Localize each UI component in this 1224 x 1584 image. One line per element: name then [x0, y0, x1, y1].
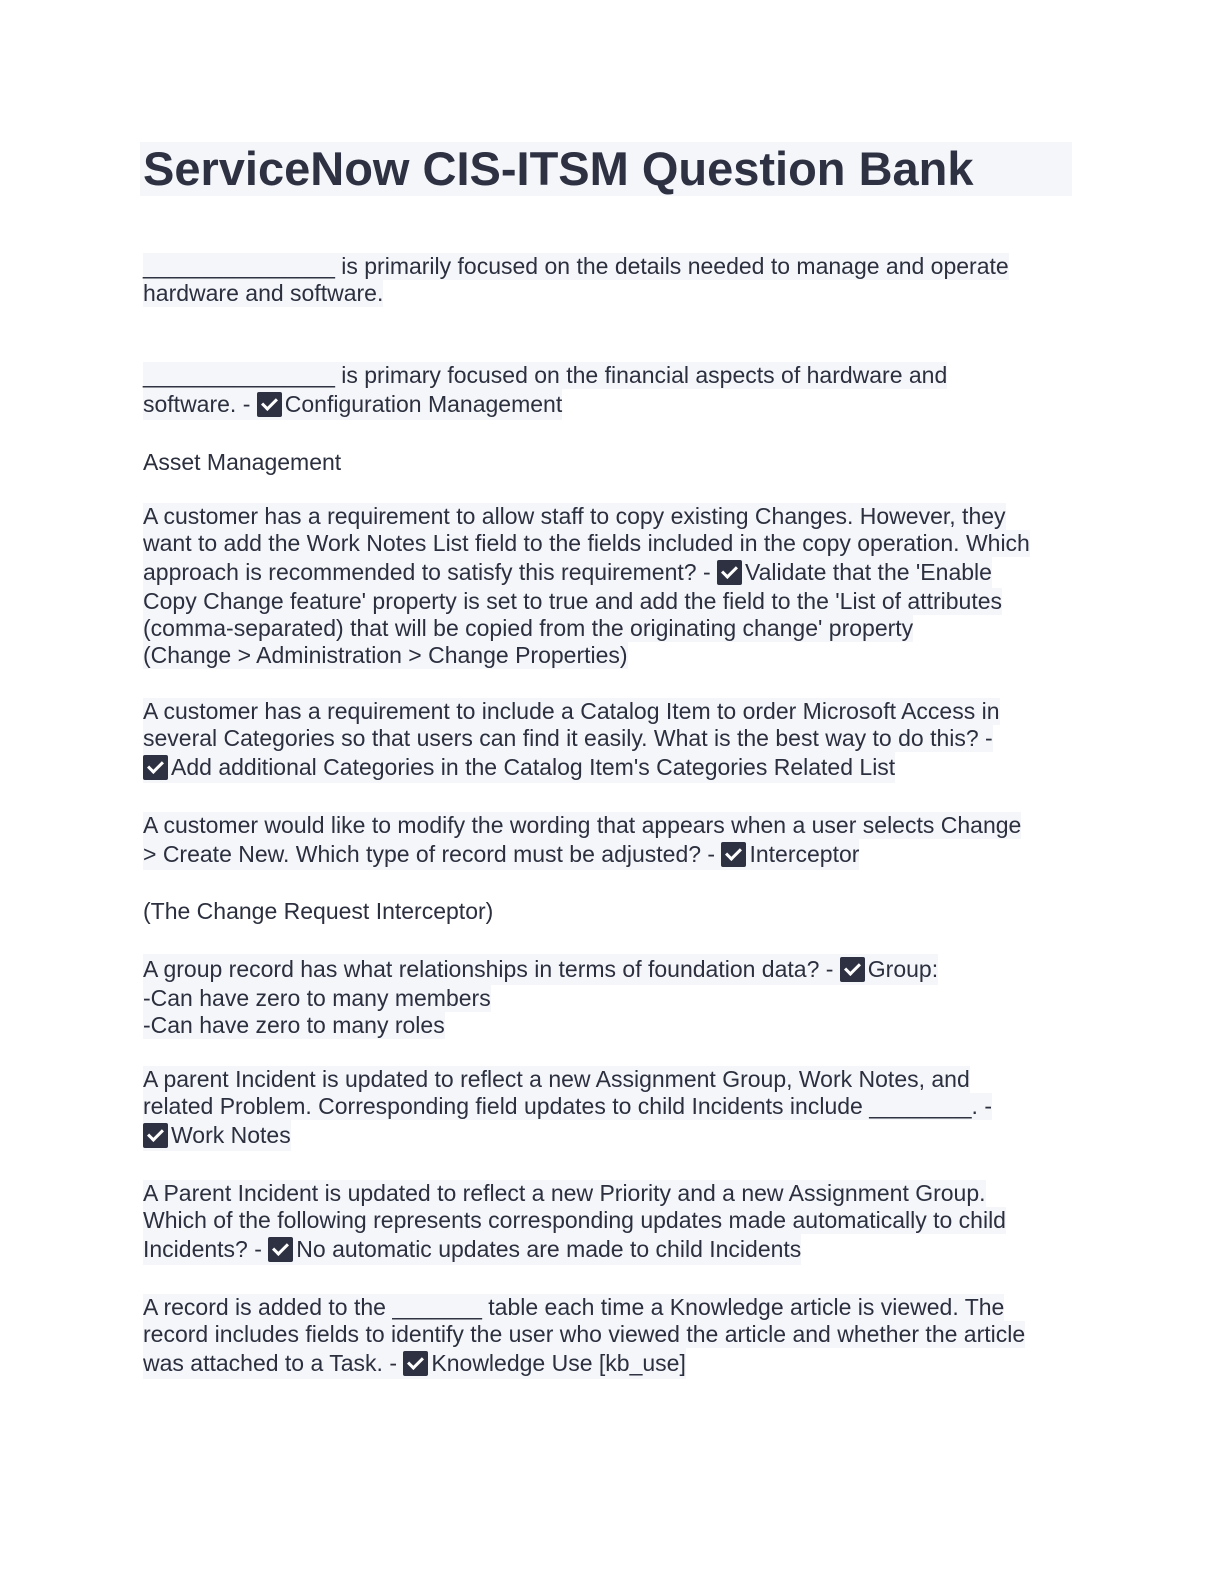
- question-item: [143, 954, 1073, 1039]
- answer-text: -Can have zero to many roles: [143, 1012, 445, 1038]
- question-answer-line: [143, 1120, 291, 1151]
- question-answer-line: [143, 839, 859, 870]
- answer-text: Knowledge Use [kb_use]: [431, 1350, 686, 1376]
- answer-text: No automatic updates are made to child Incidents: [296, 1236, 802, 1262]
- answer-text: Configuration Management: [284, 391, 563, 417]
- question-item: [143, 503, 1073, 669]
- answer-text: Copy Change feature' property is set to true and add the field to the 'List of attributes: [143, 588, 1003, 614]
- question-text: A customer would like to modify the wording that appears when a user selects Change: [143, 812, 1022, 838]
- answer-text: Group:: [867, 956, 939, 982]
- answer-text: (Change > Administration > Change Properties): [143, 642, 628, 668]
- question-item: [143, 812, 1073, 870]
- question-text: Which of the following represents corresponding updates made automatically to child: [143, 1207, 1006, 1233]
- checkmark-icon: [721, 842, 746, 867]
- answer-text: Asset Management: [143, 449, 342, 475]
- question-text: was attached to a Task. -: [143, 1350, 404, 1376]
- answer-text: (The Change Request Interceptor): [143, 898, 494, 924]
- answer-text: -Can have zero to many members: [143, 985, 491, 1011]
- question-text: A record is added to the _______ table each time a Knowledge article is viewed. The: [143, 1294, 1005, 1320]
- checkmark-icon: [403, 1351, 428, 1376]
- question-answer-line: [143, 954, 938, 985]
- question-text: _______________ is primarily focused on the details needed to manage and operate: [143, 253, 1009, 279]
- question-text: A customer has a requirement to allow staff to copy existing Changes. However, they: [143, 503, 1006, 529]
- checkmark-icon: [143, 755, 168, 780]
- question-answer-line: [143, 1234, 801, 1265]
- question-text: > Create New. Which type of record must be adjusted? -: [143, 841, 722, 867]
- answer-text: (comma-separated) that will be copied from the originating change' property: [143, 615, 914, 641]
- question-text: want to add the Work Notes List field to the fields included in the copy operation. Which: [143, 530, 1030, 556]
- answer-text: Interceptor: [749, 841, 860, 867]
- question-text: A group record has what relationships in terms of foundation data? -: [143, 956, 840, 982]
- question-answer-line: [143, 752, 895, 783]
- answer-text: Validate that the 'Enable: [745, 559, 992, 585]
- question-text: A customer has a requirement to include a Catalog Item to order Microsoft Access in: [143, 698, 1000, 724]
- question-text: A parent Incident is updated to reflect a new Assignment Group, Work Notes, and: [143, 1066, 970, 1092]
- question-text: hardware and software.: [143, 280, 384, 306]
- question-answer-line: [143, 389, 562, 420]
- page-title: ServiceNow CIS-ITSM Question Bank: [143, 142, 974, 195]
- answer-text: Work Notes: [171, 1122, 291, 1148]
- answer-item: [143, 898, 1073, 925]
- question-item: [143, 362, 1073, 420]
- question-item: [143, 698, 1073, 783]
- question-item: [143, 1066, 1073, 1151]
- question-text: _______________ is primary focused on the financial aspects of hardware and: [143, 362, 948, 388]
- question-text: software. -: [143, 391, 257, 417]
- question-item: [143, 253, 1073, 307]
- answer-text: Add additional Categories in the Catalog Item's Categories Related List: [171, 754, 896, 780]
- question-item: [143, 1180, 1073, 1265]
- checkmark-icon: [268, 1237, 293, 1262]
- question-text: Incidents? -: [143, 1236, 269, 1262]
- answer-item: [143, 449, 1073, 476]
- question-text: record includes fields to identify the user who viewed the article and whether the article: [143, 1321, 1026, 1347]
- checkmark-icon: [143, 1123, 168, 1148]
- question-text: A Parent Incident is updated to reflect a new Priority and a new Assignment Group.: [143, 1180, 986, 1206]
- question-text: several Categories so that users can find it easily. What is the best way to do this? -: [143, 725, 993, 751]
- question-text: related Problem. Corresponding field updates to child Incidents include ________. -: [143, 1093, 992, 1119]
- checkmark-icon: [840, 957, 865, 982]
- title-banner: [140, 142, 1072, 196]
- checkmark-icon: [257, 392, 282, 417]
- checkmark-icon: [717, 560, 742, 585]
- question-answer-line: [143, 557, 992, 588]
- question-answer-line: [143, 1348, 686, 1379]
- question-text: approach is recommended to satisfy this requirement? -: [143, 559, 717, 585]
- question-item: [143, 1294, 1073, 1379]
